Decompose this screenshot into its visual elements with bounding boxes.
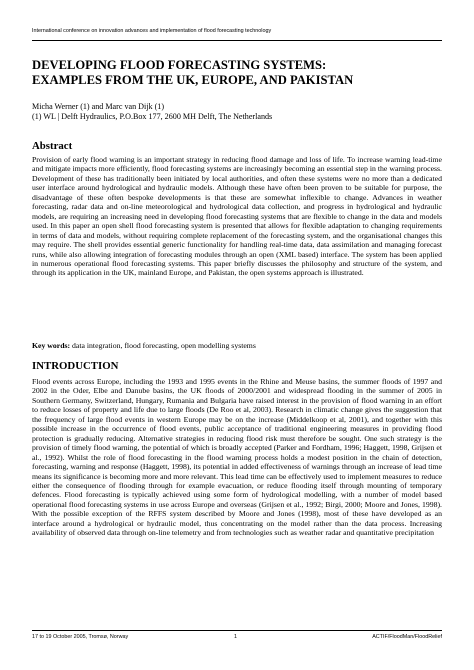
author-affiliation: (1) WL | Delft Hydraulics, P.O.Box 177, 2600 MH Delft, The Netherlands: [32, 112, 273, 121]
footer-rule: [32, 630, 442, 631]
abstract-heading: Abstract: [32, 140, 73, 152]
keywords-text: data integration, flood forecasting, open modelling systems: [70, 341, 256, 350]
introduction-heading: INTRODUCTION: [32, 360, 119, 372]
header-rule: [32, 40, 442, 41]
introduction-paragraph: Flood events across Europe, including the 1993 and 1995 events in the Rhine and Meuse basins, the summer floods of 1997 and 2002 in the Oder, Elbe and Danube basins, the UK floods of 2000/2001 and widespread flooding in the summer of 2005 in Southern Germany, Switzerland, Hungary, Rumania and Bulgaria have raised interest in the provision of flood warning in an effort to reduce losses of property and life due to large floods (De Roo et al, 2003). Research in climatic change gives the suggestion that the frequency of large flood events in western Europe may be on the increase (Middelkoop et al, 2001), and together with this possible increase in the occurrence of flood events, public acceptance of traditional engineering measures in providing flood protection is gradually reducing. Alternative strategies in reducing flood risk must therefore be sought. One such strategy is the provision of timely flood warning, the potential of which is broadly accepted (Parker and Fordham, 1996; Haggett, 1998, Grijsen et al., 1992). Whilst the role of flood forecasting in the flood warning process holds a modest position in the chain of detection, forecasting, warning and response (Haggett, 1998), its potential in added effectiveness of warnings through an increase of lead time means its significance is becoming more and more relevant. This lead time can be effectively used to implement measures to reduce either the consequence of flooding through for example evacuation, or reduce flooding itself through mounting of temporary defences. Flood forecasting is typically achieved using some form of hydrological modelling, with a number of model based operational flood forecasting systems in use across Europe and overseas (Grijsen et al., 1992; Birgi, 2000; Moore and Jones, 1998). With the possible exception of the RFFS system described by Moore and Jones (1998), most of these have developed as an interface around a hydrological or hydraulic model, thus concentrating on the model rather than the data process. Increasing availability of observed data through on-line telemetry and from technologies such as weather radar and quantitative precipitation: [32, 377, 442, 538]
page-number: 1: [234, 634, 237, 640]
title-line-2: EXAMPLES FROM THE UK, EUROPE, AND PAKISTAN: [32, 73, 354, 87]
author-names: Micha Werner (1) and Marc van Dijk (1): [32, 102, 165, 111]
running-header: International conference on innovation advances and implementation of flood forecasting technology: [32, 28, 272, 34]
title-line-1: DEVELOPING FLOOD FORECASTING SYSTEMS:: [32, 58, 327, 72]
keywords-line: [32, 341, 442, 351]
author-block: [32, 102, 442, 122]
keywords-label: Key words:: [32, 341, 71, 350]
paper-title: [32, 58, 442, 88]
abstract-paragraph: Provision of early flood warning is an important strategy in reducing flood damage and loss of life. To increase warning lead-time and mitigate impacts more efficiently, flood forecasting systems are increasingly becoming an essential step in the warning process. Development of these has traditionally been initiated by local authorities, and often these systems were no more than a dedicated user interface around hydrological and hydraulic models. Although these have often been proven to be suitable for purpose, the disadvantage of these often bespoke developments is that these are somewhat inflexible to change. Advances in weather forecasting, radar data and on-line meteorological and hydrological data collection, and progress in hydrological and hydraulic models, are requiring an increasing need in developing flood forecasting systems that are flexible to change in the data and models used. In this paper an open shell flood forecasting system is presented that allows for flexible adaptation to changing requirements in terms of data and models, without requiring complete replacement of the forecasting system, and the organisational changes this may require. The shell provides essential generic functionality for handling real-time data, data assimilation and managing forecast runs, while also allowing integration of forecasting modules through an open (XML based) interface. The system has been applied in numerous operational flood forecasting systems. This paper briefly discusses the philosophy and structure of the system, and through its application in the UK, mainland Europe, and Pakistan, the open systems approach is illustrated.: [32, 155, 442, 278]
footer-project: ACTIF/FloodMan/FloodRelief: [372, 634, 442, 640]
footer-date-location: 17 to 19 October 2005, Tromsø, Norway: [32, 634, 129, 640]
